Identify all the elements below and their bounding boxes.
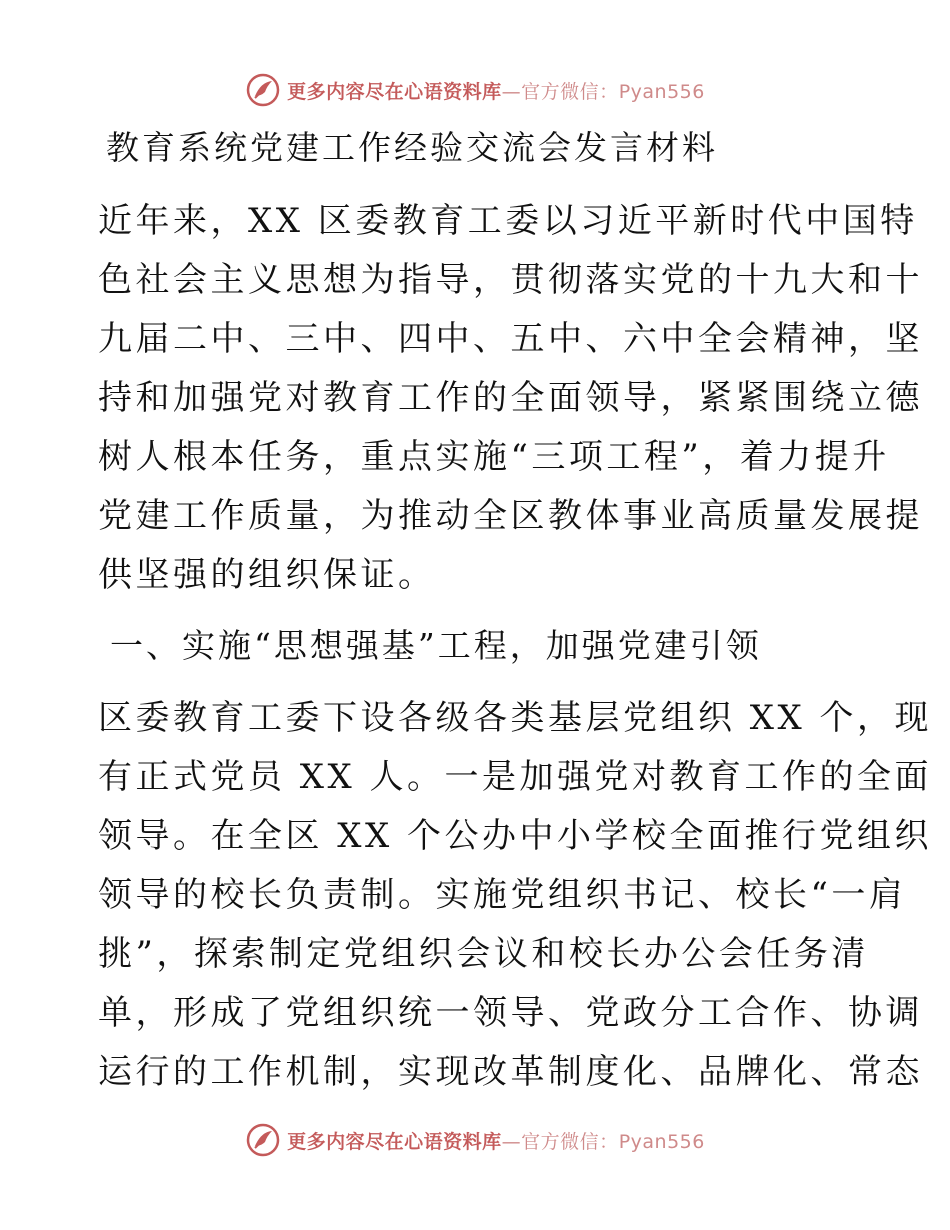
text-line: 挑”，探索制定党组织会议和校长办公会任务清	[98, 934, 869, 974]
watermark-id: Pyan556	[618, 1130, 705, 1153]
watermark-id: Pyan556	[618, 80, 705, 103]
text-line: 树人根本任务，重点实施“三项工程”，着力提升	[98, 437, 890, 477]
watermark-text	[287, 1127, 705, 1154]
pen-logo-icon	[245, 1122, 281, 1158]
watermark-sub: —官方微信：	[501, 1130, 619, 1153]
watermark-main: 更多内容尽在心语资料库	[287, 1130, 502, 1153]
pen-logo-icon	[245, 72, 281, 108]
watermark-footer	[0, 1120, 950, 1160]
watermark-sub: —官方微信：	[501, 80, 619, 103]
text-line: 色社会主义思想为指导，贯彻落实党的十九大和十	[98, 260, 923, 300]
text-line: 领导。在全区 XX 个公办中小学校全面推行党组织	[98, 816, 933, 856]
text-line: 有正式党员 XX 人。一是加强党对教育工作的全面	[98, 757, 933, 797]
section-heading-1: 一、实施“思想强基”工程，加强党建引领	[110, 626, 762, 665]
watermark-text	[287, 77, 705, 104]
text-line: 党建工作质量，为推动全区教体事业高质量发展提	[98, 496, 923, 536]
paragraph-intro	[98, 192, 923, 605]
text-line: 近年来，XX 区委教育工委以习近平新时代中国特	[98, 201, 918, 241]
text-line: 九届二中、三中、四中、五中、六中全会精神，坚	[98, 319, 923, 359]
text-line: 领导的校长负责制。实施党组织书记、校长“一肩	[98, 875, 907, 915]
watermark-main: 更多内容尽在心语资料库	[287, 80, 502, 103]
paragraph-section-1	[98, 689, 933, 1102]
document-title: 教育系统党建工作经验交流会发言材料	[106, 128, 718, 167]
watermark-header	[0, 70, 950, 110]
text-line: 区委教育工委下设各级各类基层党组织 XX 个，现	[98, 698, 933, 738]
text-line: 持和加强党对教育工作的全面领导，紧紧围绕立德	[98, 378, 923, 418]
text-line: 供坚强的组织保证。	[98, 555, 436, 595]
text-line: 单，形成了党组织统一领导、党政分工合作、协调	[98, 993, 923, 1033]
text-line: 运行的工作机制，实现改革制度化、品牌化、常态	[98, 1052, 923, 1092]
